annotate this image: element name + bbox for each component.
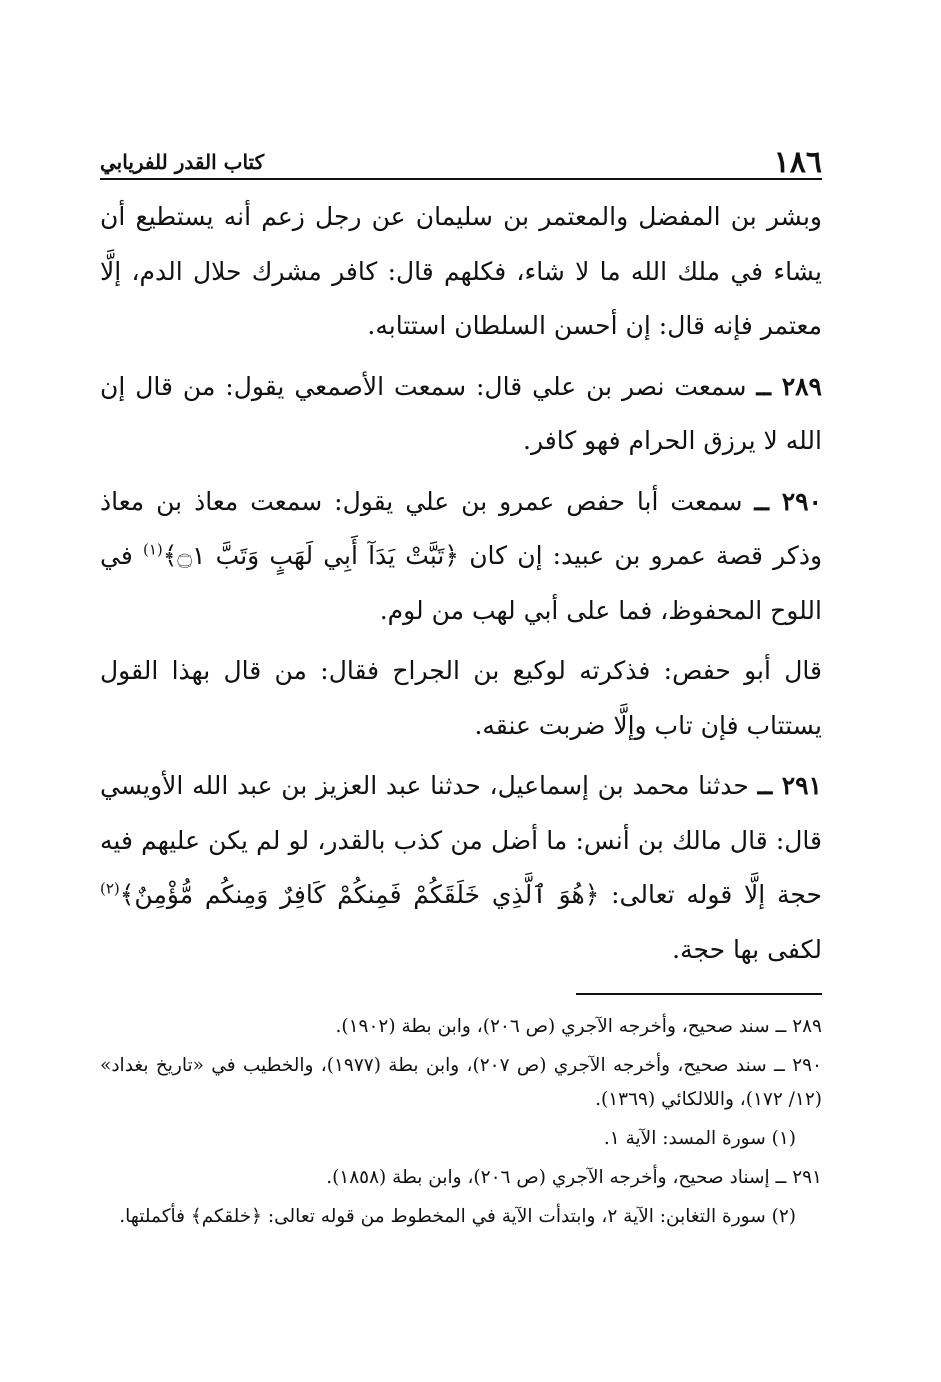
footnote-rule [576,993,822,995]
narration-text: سمعت أبا حفص عمرو بن علي يقول: سمعت معاذ بن معاذ وذكر قصة عمرو بن عبيد: إن كان [100,486,823,570]
footnotes [100,1010,822,1239]
narration-number: ٢٩٠ ــ [754,486,822,516]
paragraph-290b: قال أبو حفص: فذكرته لوكيع بن الجراح فقال: من قال بهذا القول يستتاب فإن تاب وإلَّا ضربت عنقه. [100,656,822,740]
footnote-290: ٢٩٠ ــ سند صحيح، وأخرجه الآجري (ص ٢٠٧)، وابن بطة (١٩٧٧)، والخطيب في «تاريخ بغداد» (١٢/ ١٧٢)، واللالكائي (١٣٦٩). [100,1055,822,1110]
footnote-1: (١) سورة المسد: الآية ١. [603,1128,796,1149]
paragraph-290 [100,475,822,639]
footnote-ref: (٢) [100,879,120,898]
running-title: كتاب القدر للفريابي [100,150,265,174]
narration-text: حدثنا محمد بن إسماعيل، حدثنا عبد العزيز بن عبد الله الأويسي قال: قال مالك بن أنس: ما أضل من كذب بالقدر، لو لم يكن عليهم فيه حجة إلَّا قوله تعالى: [100,771,822,909]
footnote-289: ٢٨٩ ــ سند صحيح، وأخرجه الآجري (ص ٢٠٦)، وابن بطة (١٩٠٢). [335,1016,822,1037]
quran-verse: ﴿تَبَّتْ يَدَآ أَبِي لَهَبٍ وَتَبَّ ۝١﴾ [162,541,460,570]
narration-text: في اللوح المحفوظ، فما على أبي لهب من لوم. [100,541,822,625]
narration-text: سمعت نصر بن علي قال: سمعت الأصمعي يقول: من قال إن الله لا يرزق الحرام فهو كافر. [100,371,822,455]
paragraph-291 [100,759,822,977]
page-number: ١٨٦ [773,145,822,180]
narration-text: لكفى بها حجة. [672,934,822,964]
footnote-ref: (١) [142,540,163,559]
footnote-2: (٢) سورة التغابن: الآية ٢، وابتدأت الآية في المخطوط من قوله تعالى: ﴿خلقكم﴾ فأكملتها. [119,1206,796,1227]
quran-verse: ﴿هُوَ ٱلَّذِي خَلَقَكُمْ فَمِنكُمْ كَافِرٌ وَمِنكُم مُّؤْمِنٌ﴾ [119,880,600,909]
paragraph-289 [100,360,822,469]
header-rule [100,178,822,180]
narration-number: ٢٨٩ ــ [756,371,822,401]
page-header [100,138,822,178]
footnote-291: ٢٩١ ــ إسناد صحيح، وأخرجه الآجري (ص ٢٠٦)، وابن بطة (١٨٥٨). [326,1167,822,1188]
main-text [100,190,822,983]
narration-number: ٢٩١ ــ [757,771,822,800]
paragraph-continuation: وبشر بن المفضل والمعتمر بن سليمان عن رجل زعم أنه يستطيع أن يشاء في ملك الله ما لا شاء، فكلهم قال: كافر مشرك حلال الدم، إلَّا معتمر فإنه قال: إن أحسن السلطان استتابه. [100,202,822,340]
